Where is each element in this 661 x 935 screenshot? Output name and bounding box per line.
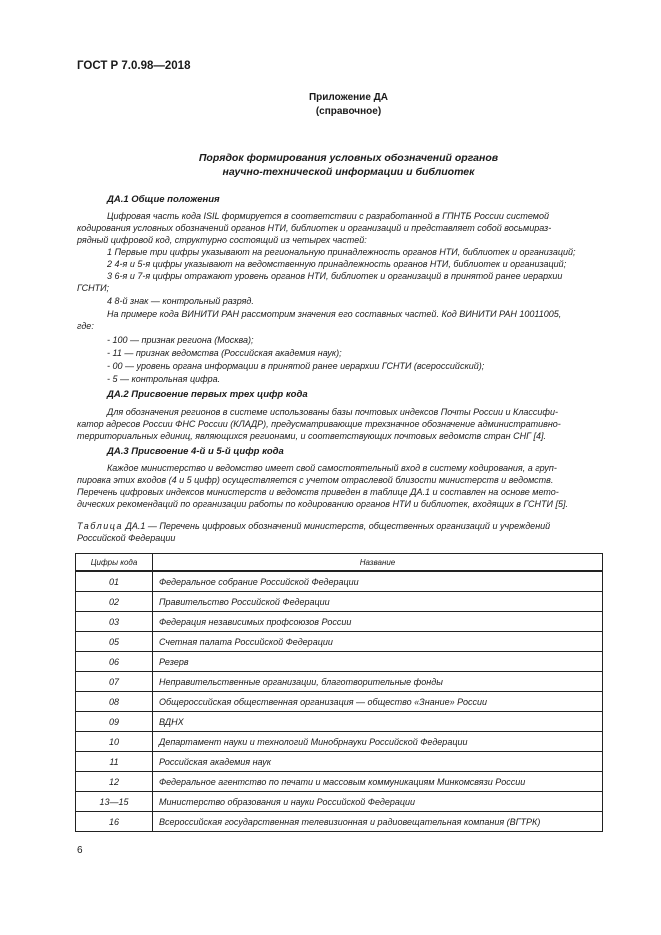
document-code: ГОСТ Р 7.0.98—2018	[77, 60, 191, 72]
table-cell-code: 02	[76, 592, 153, 612]
table-cell-name: Министерство образования и науки Российской Федерации	[153, 792, 603, 812]
column-header-code: Цифры кода	[76, 554, 153, 572]
appendix-note: (справочное)	[315, 106, 382, 117]
table-cell-name: Неправительственные организации, благотворительные фонды	[153, 672, 603, 692]
page-number: 6	[77, 845, 83, 856]
table-row	[76, 732, 603, 752]
section-heading-1: ДА.1 Общие положения	[107, 194, 220, 205]
table-cell-code: 10	[76, 732, 153, 752]
paragraph-line: где:	[77, 321, 94, 331]
main-title-line-2: научно-технической информации и библиотек	[222, 166, 475, 178]
list-item: - 11 — признак ведомства (Российская академия наук);	[107, 348, 342, 358]
paragraph-line: территориальных единиц, являющихся регионами, и соответствующих почтовых ведомств стран СНГ [4].	[77, 431, 547, 441]
table-row	[76, 792, 603, 812]
table-cell-code: 11	[76, 752, 153, 772]
paragraph-line: кодирования условных обозначений органов НТИ, библиотек и организаций и представляет собой восьмираз-	[77, 223, 552, 233]
table-cell-code: 06	[76, 652, 153, 672]
paragraph-line: На примере кода ВИНИТИ РАН рассмотрим значения его составных частей. Код ВИНИТИ РАН 10011005,	[107, 309, 562, 319]
table-row	[76, 812, 603, 832]
table-row	[76, 592, 603, 612]
section-heading-2: ДА.2 Присвоение первых трех цифр кода	[107, 389, 308, 400]
table-row	[76, 612, 603, 632]
table-cell-code: 05	[76, 632, 153, 652]
table-row	[76, 752, 603, 772]
list-item: - 100 — признак региона (Москва);	[107, 335, 254, 345]
table-cell-name: Резерв	[153, 652, 603, 672]
paragraph-line: Для обозначения регионов в системе использованы базы почтовых индексов Почты России и Классифи-	[107, 407, 558, 417]
table-cell-code: 12	[76, 772, 153, 792]
table-cell-name: Департамент науки и технологий Минобрнауки Российской Федерации	[153, 732, 603, 752]
list-item: 1 Первые три цифры указывают на региональную принадлежность органов НТИ, библиотек и организаций;	[107, 247, 576, 257]
list-item: - 5 — контрольная цифра.	[107, 374, 221, 384]
table-row	[76, 712, 603, 732]
table-cell-name: Счетная палата Российской Федерации	[153, 632, 603, 652]
main-title-line-1: Порядок формирования условных обозначений органов	[198, 152, 499, 164]
paragraph-line: Перечень цифровых индексов министерств и ведомств приведен в таблице ДА.1 и составлен на основе мето-	[77, 487, 559, 497]
column-header-name: Название	[153, 554, 603, 572]
ministries-table	[75, 553, 603, 832]
section-heading-3: ДА.3 Присвоение 4-й и 5-й цифр кода	[107, 446, 284, 457]
table-row	[76, 772, 603, 792]
table-cell-name: ВДНХ	[153, 712, 603, 732]
table-cell-name: Общероссийская общественная организация — общество «Знание» России	[153, 692, 603, 712]
table-cell-name: Правительство Российской Федерации	[153, 592, 603, 612]
table-caption-text: ДА.1 — Перечень цифровых обозначений министерств, общественных организаций и учреждений	[123, 521, 551, 531]
paragraph-line: дических рекомендаций по организации работы по кодированию органов НТИ и библиотек, входящих в ГСНТИ [5].	[77, 499, 568, 509]
table-cell-name: Российская академия наук	[153, 752, 603, 772]
table-row	[76, 571, 603, 592]
table-row	[76, 652, 603, 672]
table-cell-name: Федеральное собрание Российской Федерации	[153, 571, 603, 592]
table-cell-code: 07	[76, 672, 153, 692]
table-cell-code: 08	[76, 692, 153, 712]
table-cell-code: 09	[76, 712, 153, 732]
appendix-title: Приложение ДА	[308, 92, 389, 103]
table-cell-name: Всероссийская государственная телевизионная и радиовещательная компания (ВГТРК)	[153, 812, 603, 832]
list-item: - 00 — уровень органа информации в принятой ранее иерархии ГСНТИ (всероссийский);	[107, 361, 485, 371]
list-item: 2 4-я и 5-я цифры указывают на ведомственную принадлежность органов НТИ, библиотек и организаций;	[107, 259, 567, 269]
table-row	[76, 632, 603, 652]
paragraph-line: рядный цифровой код, структурно состоящий из четырех частей:	[77, 235, 367, 245]
table-row	[76, 692, 603, 712]
list-item: 4 8-й знак — контрольный разряд.	[107, 296, 254, 306]
list-item: 3 6-я и 7-я цифры отражают уровень органов НТИ, библиотек и организаций в принятой ранее иерархии	[107, 271, 563, 281]
table-cell-code: 13—15	[76, 792, 153, 812]
table-header-row	[76, 554, 603, 572]
table-caption-label: Таблица	[77, 521, 124, 531]
table-caption-line-2: Российской Федерации	[77, 533, 176, 543]
paragraph-line: Каждое министерство и ведомство имеет свой самостоятельный вход в систему кодирования, а груп-	[107, 463, 557, 473]
table-row	[76, 672, 603, 692]
paragraph-line: Цифровая часть кода ISIL формируется в соответствии с разработанной в ГПНТБ России системой	[107, 211, 549, 221]
table-caption	[77, 521, 550, 531]
paragraph-line: катор адресов России ФНС России (КЛАДР), предусматривающие трехзначное обозначение административно-	[77, 419, 561, 429]
paragraph-line: ГСНТИ;	[77, 283, 110, 293]
table-cell-name: Федеральное агентство по печати и массовым коммуникациям Минкомсвязи России	[153, 772, 603, 792]
table-cell-code: 03	[76, 612, 153, 632]
table-cell-code: 01	[76, 571, 153, 592]
table-cell-name: Федерация независимых профсоюзов России	[153, 612, 603, 632]
table-cell-code: 16	[76, 812, 153, 832]
paragraph-line: пировка этих входов (4 и 5 цифр) осуществляется с учетом отраслевой близости министерств и ведомств.	[77, 475, 554, 485]
